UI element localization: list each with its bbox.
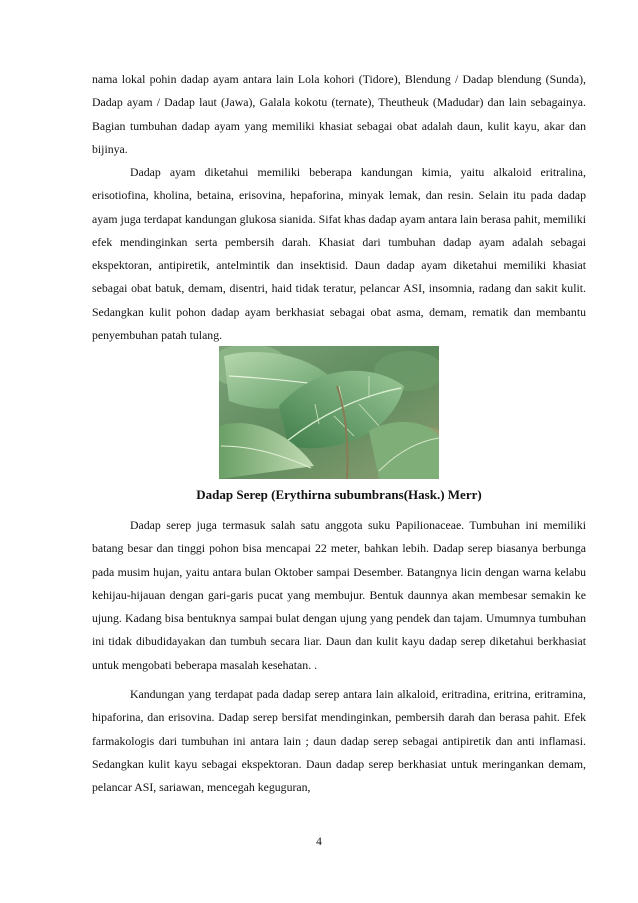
- paragraph-dadap-ayam-content: Dadap ayam diketahui memiliki beberapa kandungan kimia, yaitu alkaloid eritralina, erisotiofina, kholina, betaina, erisovina, hepaforina, minyak lemak, dan resin. Selain itu pada dadap ayam juga terdapat kandungan glukosa sianida. Sifat khas dadap ayam antara lain berasa pahit, memiliki efek mendinginkan serta pembersih darah. Khasiat dari tumbuhan dadap ayam adalah sebagai ekspektoran, antipiretik, antelmintik dan insektisid. Daun dadap ayam diketahui memiliki khasiat sebagai obat batuk, demam, disentri, haid tidak teratur, pelancar ASI, insomnia, radang dan sakit kulit. Sedangkan kulit pohon dadap ayam berkhasiat sebagai obat asma, demam, rematik dan membantu penyembuhan patah tulang.: [92, 165, 586, 343]
- section-heading-dadap-serep: Dadap Serep (Erythirna subumbrans(Hask.) Merr): [196, 487, 482, 502]
- paragraph-dadap-serep-content: Kandungan yang terdapat pada dadap serep antara lain alkaloid, eritradina, eritrina, eritramina, hipaforina, dan erisovina. Dadap serep bersifat mendinginkan, pembersih darah dan berasa pahit. Efek farmakologis dari tumbuhan ini antara lain ; daun dadap serep sebagai antipiretik dan anti inflamasi. Sedangkan kulit kayu sebagai ekspektoran. Daun dadap serep berkhasiat untuk meringankan demam, pelancar ASI, sariawan, mencegah keguguran,: [92, 687, 586, 795]
- page-number: 4: [316, 836, 322, 848]
- leaf-photo-illustration: [219, 346, 439, 479]
- paragraph-dadap-ayam-names: nama lokal pohin dadap ayam antara lain Lola kohori (Tidore), Blendung / Dadap blendung (Sunda), Dadap ayam / Dadap laut (Jawa), Galala kokotu (ternate), Theutheuk (Madudar) dan lain sebagainya. Bagian tumbuhan dadap ayam yang memiliki khasiat sebagai obat adalah daun, kulit kayu, akar dan bijinya.: [92, 72, 586, 156]
- paragraph-dadap-serep-description: Dadap serep juga termasuk salah satu anggota suku Papilionaceae. Tumbuhan ini memiliki batang besar dan tinggi pohon bisa mencapai 22 meter, bahkan lebih. Dadap serep biasanya berbunga pada musim hujan, yaitu antara bulan Oktober sampai Desember. Batangnya licin dengan warna kelabu kehijau-hijauan dengan gari-garis pucat yang membujur. Bentuk daunnya akan membesar semakin ke ujung. Kadang bisa bentuknya sampai bulat dengan ujung yang pendek dan tajam. Umumnya tumbuhan ini tidak dibudidayakan dan tumbuh secara liar. Daun dan kulit kayu dadap serep diketahui berkhasiat untuk mengobati beberapa masalah kesehatan. .: [92, 518, 586, 672]
- dadap-serep-leaf-photo: [219, 346, 439, 479]
